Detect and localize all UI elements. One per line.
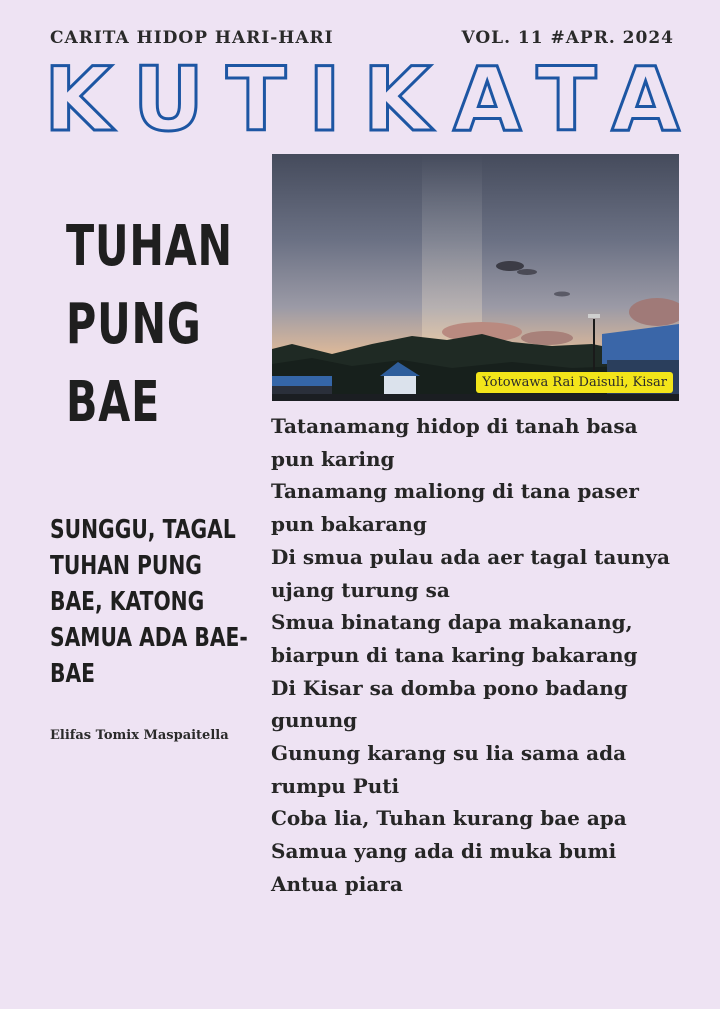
kicker-text: CARITA HIDOP HARI-HARI	[50, 28, 334, 48]
article-title-line: BAE	[66, 370, 161, 435]
issue-number: VOL. 11 #APR. 2024	[461, 28, 674, 48]
poem-line: ujang turung sa	[271, 577, 450, 602]
poem-line: Tatanamang hidop di tanah basa	[271, 414, 638, 438]
poem-body	[271, 410, 691, 901]
article-title	[66, 208, 266, 442]
sunset-landscape-image	[272, 154, 679, 401]
poem-line: Di Kisar sa domba pono badang	[271, 675, 628, 700]
subtitle-line: BAE	[50, 659, 96, 689]
subtitle-line: TUHAN PUNG	[50, 551, 202, 581]
poem-line: Di smua pulau ada aer tagal taunya	[271, 544, 670, 569]
subtitle-line: BAE, KATONG	[50, 587, 205, 617]
article-title-line: PUNG	[66, 292, 202, 357]
poem-line: Antua piara	[271, 871, 403, 896]
landscape-photo	[272, 154, 679, 401]
subtitle-line: SAMUA ADA BAE-	[50, 623, 248, 653]
author-byline: Elifas Tomix Maspaitella	[50, 728, 229, 743]
subtitle-line: SUNGGU, TAGAL	[50, 515, 236, 545]
article-title-line: TUHAN	[66, 214, 233, 279]
poem-line: Gunung karang su lia sama ada	[271, 741, 627, 766]
poem-line: gunung	[271, 708, 358, 733]
poem-line: biarpun di tana karing bakarang	[271, 642, 638, 667]
poem-line: rumpu Puti	[271, 773, 400, 798]
poem-line: pun karing	[271, 446, 395, 471]
poem-line: Samua yang ada di muka bumi	[271, 839, 617, 864]
masthead-title: KUTIKATA	[44, 48, 702, 151]
article-subtitle	[50, 512, 250, 692]
poem-line: Coba lia, Tuhan kurang bae apa	[271, 806, 627, 831]
poem-line: Tanamang maliong di tana paser	[271, 479, 639, 504]
poem-line: Smua binatang dapa makanang,	[271, 610, 633, 635]
photo-caption: Yotowawa Rai Daisuli, Kisar	[476, 372, 673, 393]
poem-line: pun bakarang	[271, 512, 427, 537]
